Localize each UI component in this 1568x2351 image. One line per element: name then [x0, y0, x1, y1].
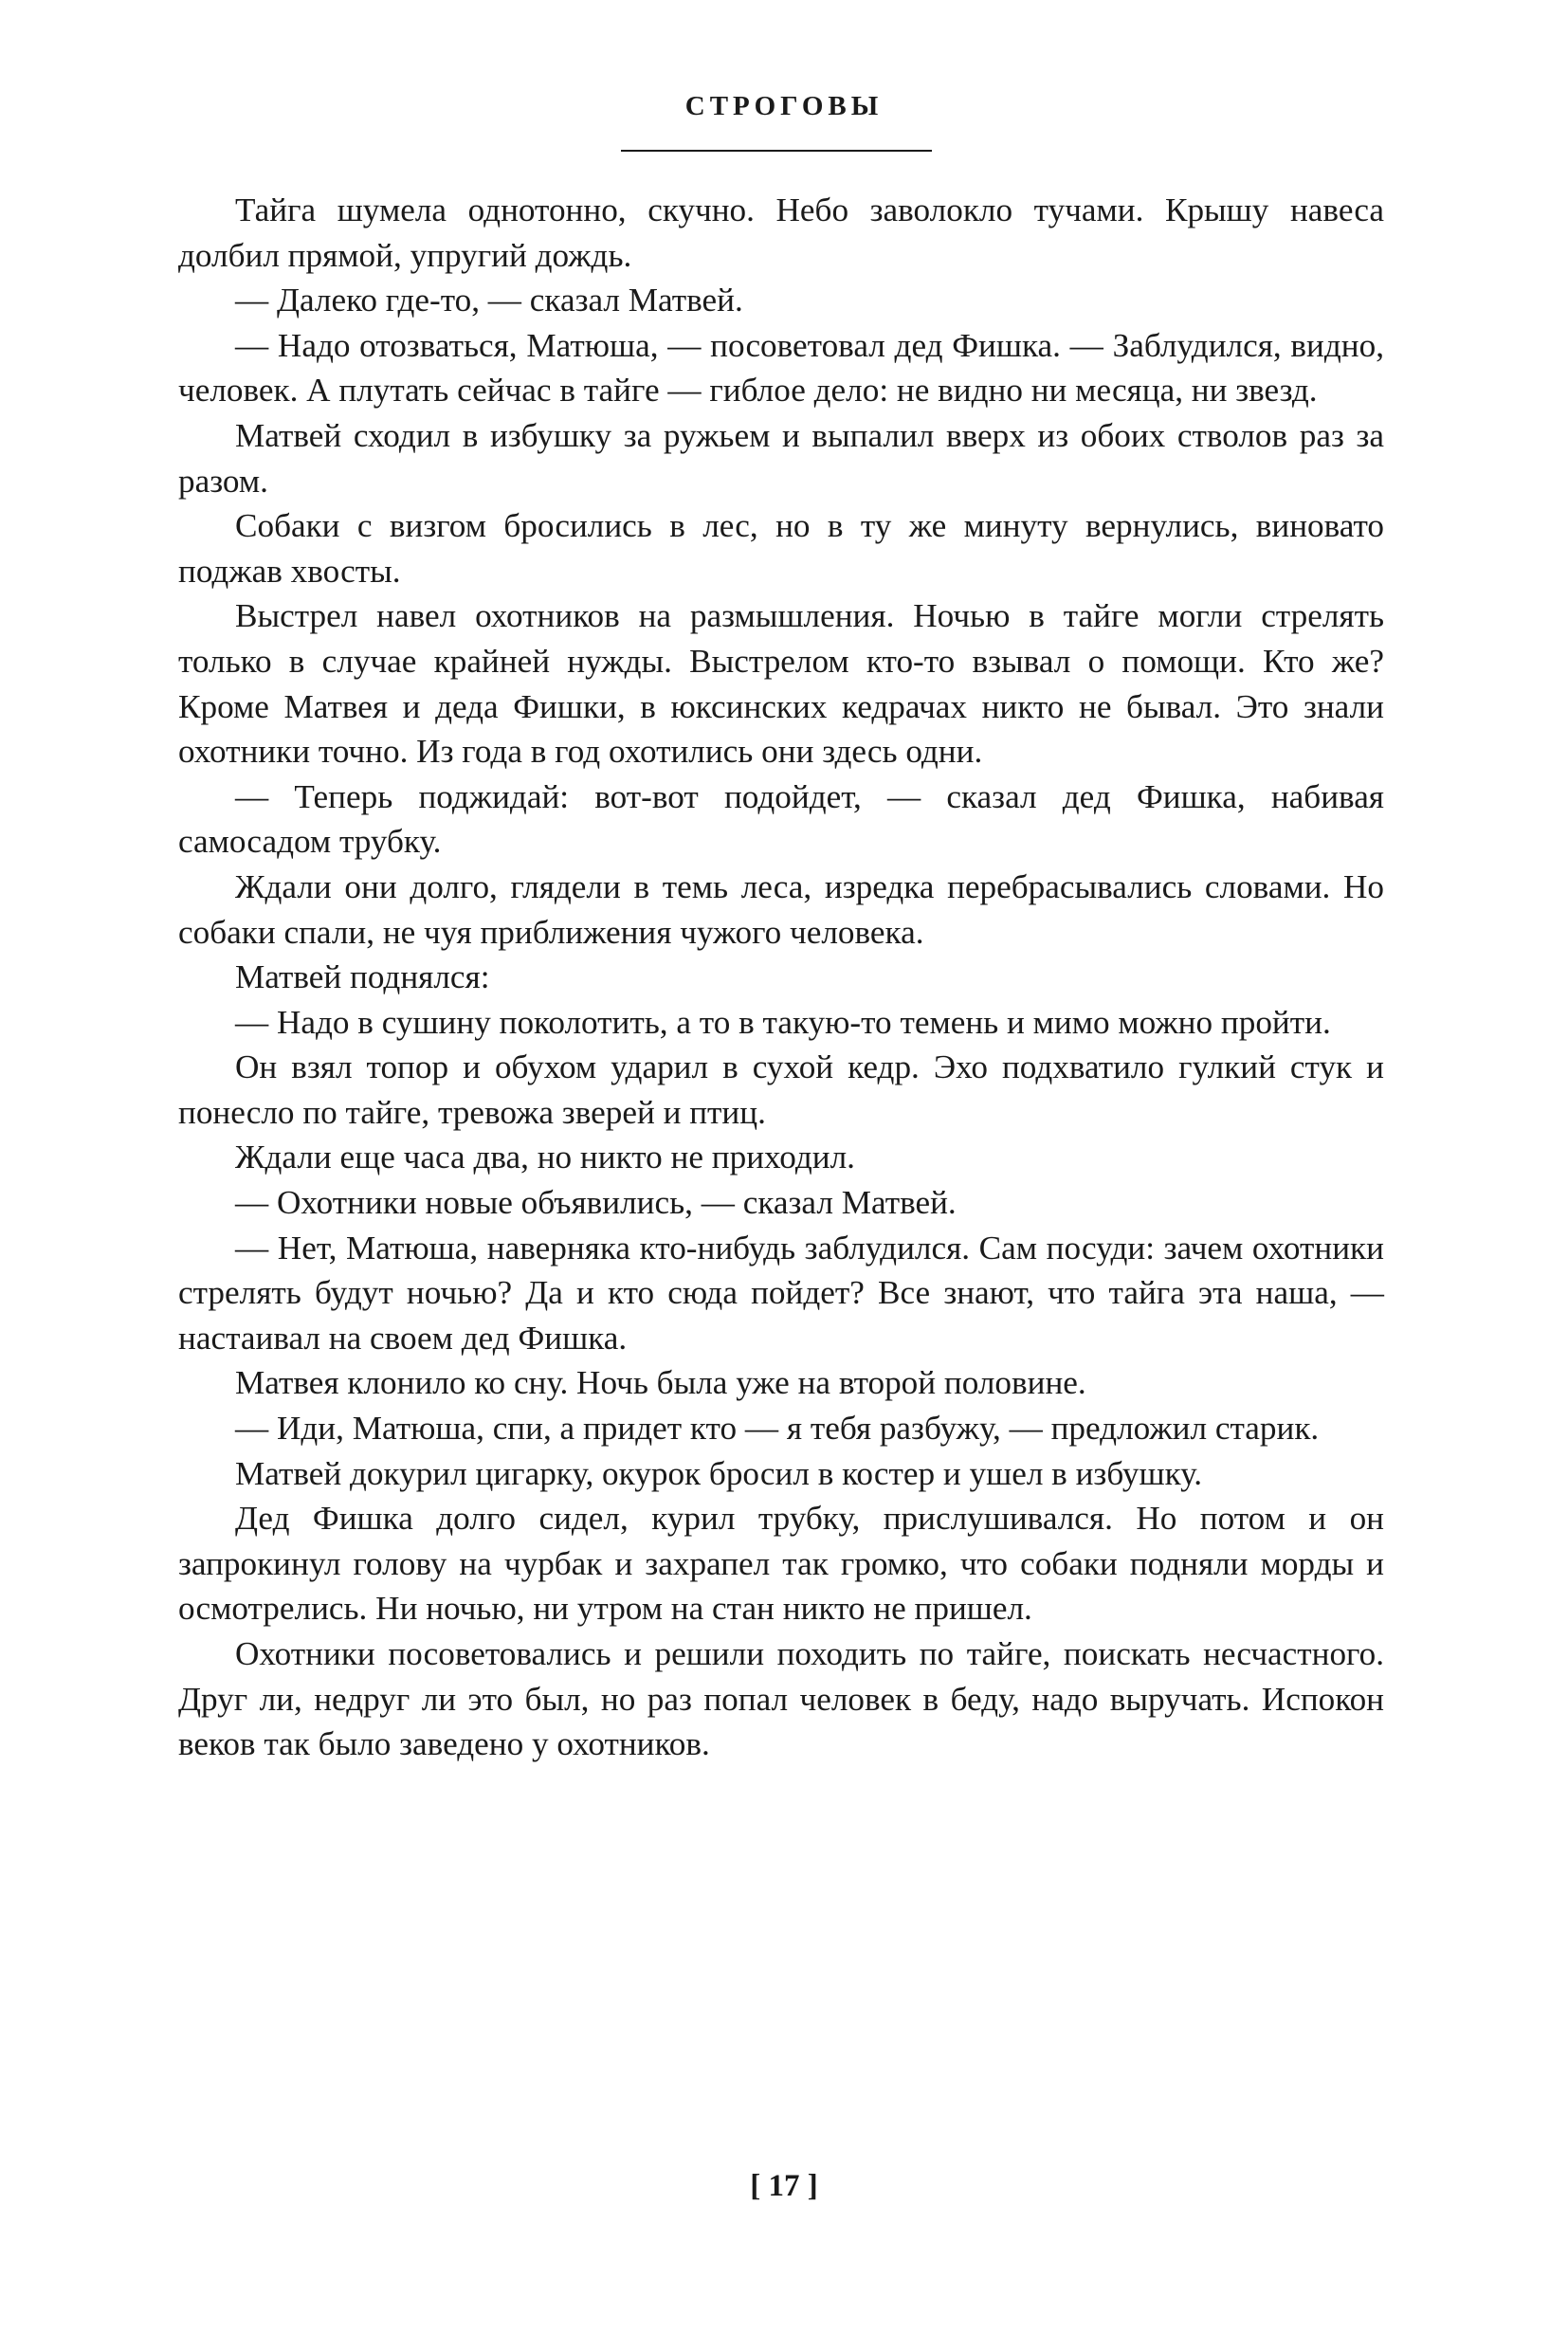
paragraph: Ждали они долго, глядели в темь леса, изредка перебрасывались словами. Но собаки спали, не чуя приближения чужого человека. — [178, 867, 1384, 951]
paragraph: Матвей поднялся: — [235, 958, 490, 996]
paragraph: Тайга шумела однотонно, скучно. Небо заволокло тучами. Крышу навеса долбил прямой, упругий дождь. — [178, 191, 1384, 274]
paragraph: — Теперь поджидай: вот-вот подойдет, — сказал дед Фишка, набивая самосадом трубку. — [178, 777, 1384, 861]
paragraph: Ждали еще часа два, но никто не приходил. — [235, 1139, 855, 1176]
body-text — [178, 188, 1384, 1767]
paragraph: — Далеко где-то, — сказал Матвей. — [235, 282, 743, 319]
paragraph: Он взял топор и обухом ударил в сухой кедр. Эхо подхватило гулкий стук и понесло по тайге, тревожа зверей и птиц. — [178, 1048, 1384, 1131]
running-head: СТРОГОВЫ — [684, 91, 884, 121]
paragraph: — Охотники новые объявились, — сказал Матвей. — [235, 1184, 957, 1222]
paragraph: Матвей сходил в избушку за ружьем и выпалил вверх из обоих стволов раз за разом. — [178, 416, 1384, 500]
paragraph: Выстрел навел охотников на размышления. Ночью в тайге могли стрелять только в случае крайней нужды. Выстрелом кто-то взывал о помощи. Кто же? Кроме Матвея и деда Фишки, в юксинских кедрачах никто не бывал. Это знали охотники точно. Из года в год охотились они здесь одни. — [178, 597, 1384, 771]
paragraph: Дед Фишка долго сидел, курил трубку, прислушивался. Но потом и он запрокинул голову на чурбак и захрапел так громко, что собаки подняли морды и осмотрелись. Ни ночью, ни утром на стан никто не пришел. — [178, 1500, 1384, 1628]
paragraph: Матвей докурил цигарку, окурок бросил в костер и ушел в избушку. — [235, 1454, 1203, 1492]
page-number: [ 17 ] — [750, 2169, 818, 2203]
paragraph: — Надо отозваться, Матюша, — посоветовал дед Фишка. — Заблудился, видно, человек. А плутать сейчас в тайге — гиблое дело: не видно ни месяца, ни звезд. — [178, 326, 1384, 410]
header-rule — [621, 150, 932, 152]
paragraph: — Иди, Матюша, спи, а придет кто — я тебя разбужу, — предложил старик. — [235, 1410, 1320, 1448]
paragraph: Охотники посоветовались и решили походить по тайге, поискать несчастного. Друг ли, недруг ли это был, но раз попал человек в беду, надо выручать. Испокон веков так было заведено у охотников. — [178, 1635, 1384, 1763]
paragraph: Собаки с визгом бросились в лес, но в ту же минуту вернулись, виновато поджав хвосты. — [178, 507, 1384, 590]
paragraph: — Нет, Матюша, наверняка кто-нибудь заблудился. Сам посуди: зачем охотники стрелять будут ночью? Да и кто сюда пойдет? Все знают, что тайга эта наша, — настаивал на своем дед Фишка. — [178, 1229, 1384, 1357]
paragraph: — Надо в сушину поколотить, а то в такую-то темень и мимо можно пройти. — [235, 1003, 1331, 1041]
paragraph: Матвея клонило ко сну. Ночь была уже на второй половине. — [235, 1364, 1086, 1402]
